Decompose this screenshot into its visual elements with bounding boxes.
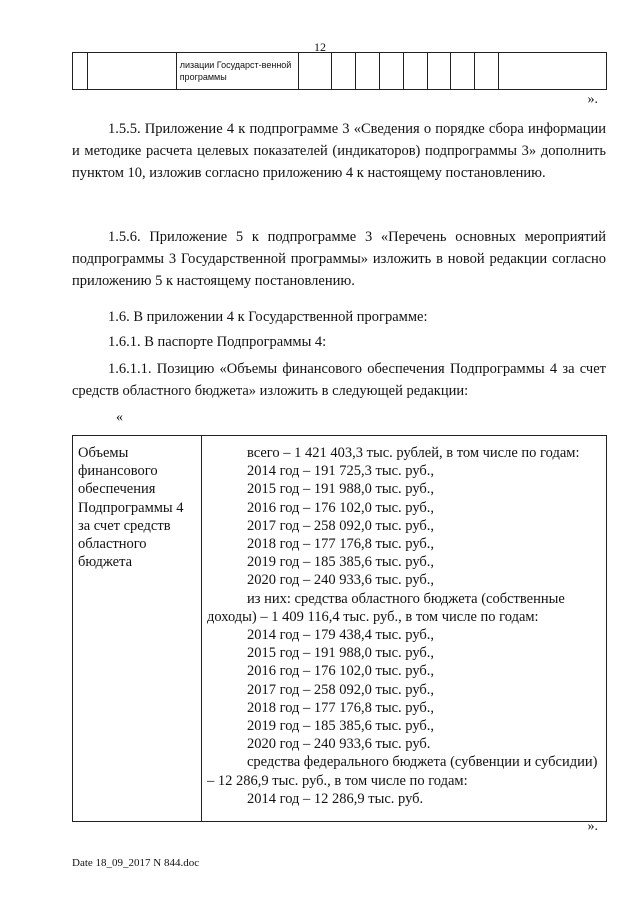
funding-line: 2015 год – 191 988,0 тыс. руб., (247, 645, 435, 662)
paragraph-1-5-5: 1.5.5. Приложение 4 к подпрограмме 3 «Сведения о порядке сбора информации и методике расчета целевых показателей (индикаторов) подпрограммы 3» дополнить пунктом 10, изложив согласно приложению 4 к настоящему постановлению. (72, 121, 606, 181)
funding-line: 2019 год – 185 385,6 тыс. руб., (247, 718, 435, 735)
funding-line: 2017 год – 258 092,0 тыс. руб., (247, 681, 435, 698)
funding-line: 2015 год – 191 988,0 тыс. руб., (247, 481, 435, 498)
opening-quote: « (116, 410, 123, 425)
previous-table-fragment (72, 52, 607, 90)
funding-line: 2017 год – 258 092,0 тыс. руб., (247, 517, 435, 534)
paragraph-1-5-6: 1.5.6. Приложение 5 к подпрограмме 3 «Перечень основных мероприятий подпрограммы 3 Государственной программы» изложить в новой редакции согласно приложению 5 к настоящему постановлению. (72, 229, 606, 289)
table-cell (475, 53, 499, 90)
table-cell (299, 53, 332, 90)
funding-line: 2018 год – 177 176,8 тыс. руб., (247, 536, 435, 553)
funding-table (72, 435, 607, 822)
funding-line: 2014 год – 179 438,4 тыс. руб., (247, 627, 435, 644)
closing-quote: ». (587, 819, 598, 834)
table-cell (499, 53, 607, 90)
table-cell (403, 53, 427, 90)
funding-line: 2016 год – 176 102,0 тыс. руб., (247, 499, 435, 516)
table-cell (451, 53, 475, 90)
funding-label: Объемы финансового обеспечения Подпрограммы 4 за счет средств областного бюджета (73, 436, 202, 822)
document-footer: Date 18_09_2017 N 844.doc (72, 857, 200, 869)
funding-line: 2018 год – 177 176,8 тыс. руб., (247, 699, 435, 716)
table-cell (332, 53, 356, 90)
funding-line: 2020 год – 240 933,6 тыс. руб. (247, 736, 431, 753)
funding-content (202, 436, 607, 822)
paragraph-1-6: 1.6. В приложении 4 к Государственной программе: (108, 309, 428, 325)
table-cell (379, 53, 403, 90)
funding-line: 2020 год – 240 933,6 тыс. руб., (247, 572, 435, 589)
table-cell-text: лизации Государст-венной программы (176, 53, 298, 90)
funding-line: средства федерального бюджета (субвенции и субсидии) – 12 286,9 тыс. руб., в том числе по годам: (207, 754, 598, 789)
paragraph-1-6-1-1: 1.6.1.1. Позицию «Объемы финансового обеспечения Подпрограммы 4 за счет средств областного бюджета» изложить в следующей редакции: (72, 361, 606, 399)
funding-line: из них: средства областного бюджета (собственные доходы) – 1 409 116,4 тыс. руб., в том числе по годам: (207, 590, 565, 625)
page-number: 12 (314, 40, 326, 54)
funding-line: всего – 1 421 403,3 тыс. рублей, в том числе по годам: (247, 445, 580, 461)
table-cell (427, 53, 451, 90)
paragraph-1-6-1: 1.6.1. В паспорте Подпрограммы 4: (108, 334, 327, 350)
funding-line: 2016 год – 176 102,0 тыс. руб., (247, 663, 435, 680)
table-cell (73, 53, 88, 90)
funding-line: 2019 год – 185 385,6 тыс. руб., (247, 554, 435, 571)
funding-line: 2014 год – 12 286,9 тыс. руб. (247, 790, 424, 807)
table-cell (356, 53, 380, 90)
funding-line: 2014 год – 191 725,3 тыс. руб., (247, 463, 435, 480)
table-cell (87, 53, 176, 90)
closing-quote: ». (587, 92, 598, 107)
